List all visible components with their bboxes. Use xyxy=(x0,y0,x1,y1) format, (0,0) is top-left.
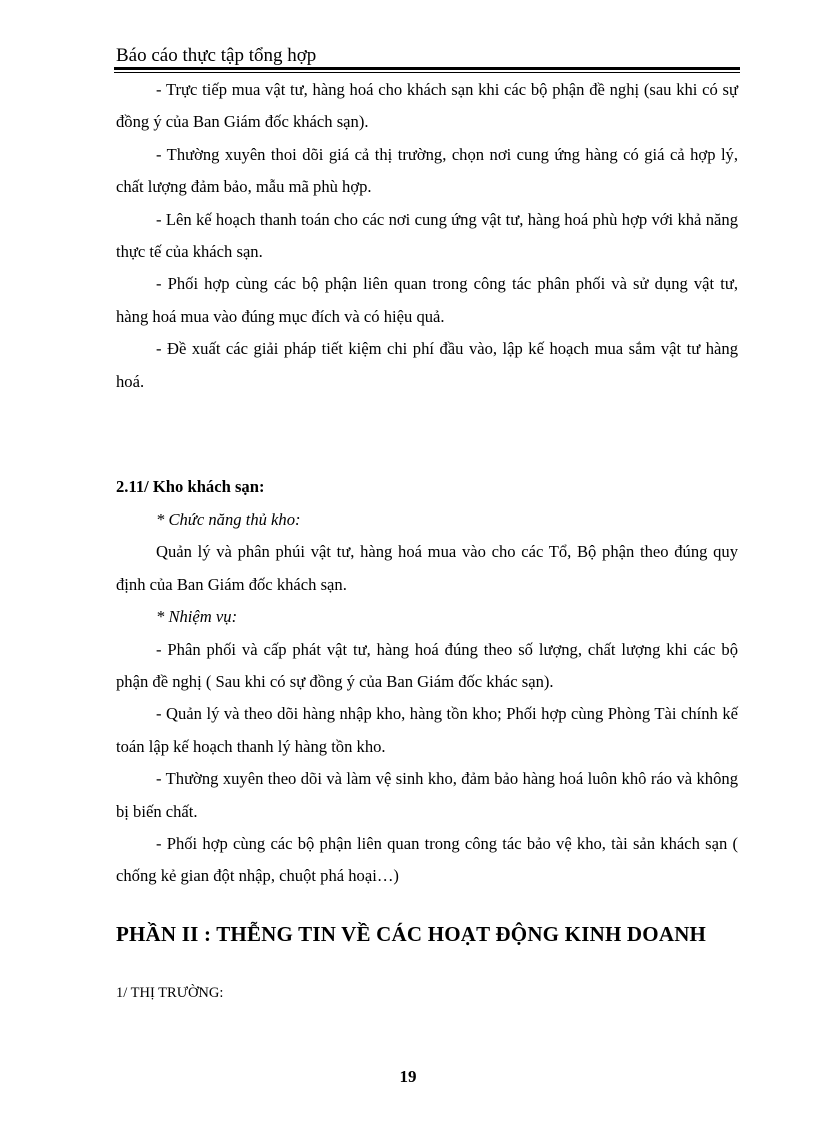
paragraph: - Thường xuyên thoi dõi giá cả thị trường, chọn nơi cung ứng hàng có giá cả hợp lý, chất lượng đảm bảo, mẫu mã phù hợp. xyxy=(116,144,738,197)
part-heading: PHẦN II : THỄNG TIN VỀ CÁC HOẠT ĐỘNG KINH DOANH xyxy=(116,922,707,946)
function-label: * Chức năng thủ kho: xyxy=(156,510,301,529)
body-text-section xyxy=(116,504,738,893)
duty-paragraph: - Phân phối và cấp phát vật tư, hàng hoá đúng theo số lượng, chất lượng khi các bộ phận đề nghị ( Sau khi có sự đồng ý của Ban Giám đốc khác sạn). xyxy=(116,639,738,692)
header-rule-thick xyxy=(114,67,740,70)
paragraph: - Trực tiếp mua vật tư, hàng hoá cho khách sạn khi các bộ phận đề nghị (sau khi có sự đồng ý của Ban Giám đốc khách sạn). xyxy=(116,80,738,132)
header-rule-thin xyxy=(114,72,740,73)
header-title: Báo cáo thực tập tổng hợp xyxy=(116,45,317,66)
paragraph: - Phối hợp cùng các bộ phận liên quan trong công tác phân phối và sử dụng vật tư, hàng hoá mua vào đúng mục đích và có hiệu quả. xyxy=(116,274,738,326)
function-paragraph: Quản lý và phân phúi vật tư, hàng hoá mua vào cho các Tổ, Bộ phận theo đúng quy định của Ban Giám đốc khách sạn. xyxy=(116,542,738,594)
market-heading: 1/ THỊ TRƯỜNG: xyxy=(116,985,224,1001)
paragraph: - Lên kế hoạch thanh toán cho các nơi cung ứng vật tư, hàng hoá phù hợp với khả năng thực tế của khách sạn. xyxy=(116,209,738,262)
duty-paragraph: - Phối hợp cùng các bộ phận liên quan trong công tác bảo vệ kho, tài sản khách sạn ( chống kẻ gian đột nhập, chuột phá hoại…) xyxy=(116,834,738,886)
paragraph: - Đề xuất các giải pháp tiết kiệm chi phí đầu vào, lập kế hoạch mua sắm vật tư hàng hoá. xyxy=(116,339,738,391)
page-number: 19 xyxy=(399,1067,417,1086)
section-heading: 2.11/ Kho khách sạn: xyxy=(116,477,265,496)
duty-paragraph: - Quản lý và theo dõi hàng nhập kho, hàng tồn kho; Phối hợp cùng Phòng Tài chính kế toán lập kế hoạch thanh lý hàng tồn kho. xyxy=(116,704,738,756)
duty-label: * Nhiệm vụ: xyxy=(156,607,238,627)
duty-paragraph: - Thường xuyên theo dõi và làm vệ sinh kho, đảm bảo hàng hoá luôn khô ráo và không bị biến chất. xyxy=(116,769,738,821)
body-text-top xyxy=(116,74,738,398)
